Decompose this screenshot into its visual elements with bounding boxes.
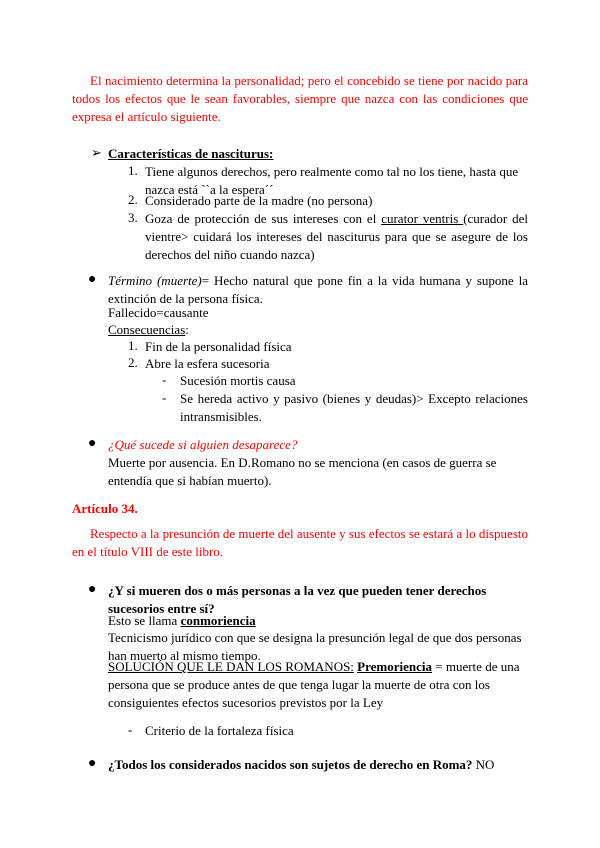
conmoriencia-question: ¿Y si mueren dos o más personas a la vez que pueden tener derechos sucesorios entre sí? bbox=[108, 583, 487, 616]
desaparece-question: ¿Qué sucede si alguien desaparece? bbox=[108, 437, 298, 452]
consecuencia-item-1: Fin de la personalidad física bbox=[145, 339, 292, 354]
dash-marker: - bbox=[162, 390, 167, 405]
list-number: 3. bbox=[128, 210, 138, 225]
dash-marker: - bbox=[162, 372, 167, 387]
bullet-icon: ● bbox=[88, 756, 97, 771]
list-number: 2. bbox=[128, 355, 138, 370]
consecuencia-item-2: Abre la esfera sucesoria bbox=[145, 356, 270, 371]
premoriencia-term: Premoriencia bbox=[357, 659, 433, 674]
consecuencias-term: Consecuencias bbox=[108, 322, 186, 337]
bullet-icon: ● bbox=[88, 272, 97, 287]
item-3-pre: Goza de protección de sus intereses con el bbox=[145, 211, 382, 226]
dash-marker: - bbox=[128, 722, 133, 737]
sucesion-item: Sucesión mortis causa bbox=[180, 373, 296, 388]
list-number: 1. bbox=[128, 163, 138, 178]
desaparece-answer: Muerte por ausencia. En D.Romano no se menciona (en casos de guerra se entendía que si habían muerto). bbox=[108, 455, 497, 488]
list-number: 2. bbox=[128, 192, 138, 207]
conmoriencia-definition: Tecnicismo jurídico con que se designa la presunción legal de que dos personas han muerto al mismo tiempo. bbox=[108, 630, 522, 663]
bullet-icon: ● bbox=[88, 582, 97, 597]
conmoriencia-term: conmoriencia bbox=[180, 613, 256, 628]
solucion-romanos bbox=[108, 658, 528, 712]
nasciturus-item-1: Tiene algunos derechos, pero realmente como tal no los tiene, hasta que nazca está ``a la espera´´ bbox=[145, 164, 519, 197]
termino-definition bbox=[108, 272, 528, 308]
consecuencias-colon: : bbox=[185, 322, 189, 337]
hereda-item: Se hereda activo y pasivo (bienes y deudas)> Excepto relaciones intransmisibles. bbox=[180, 391, 528, 424]
item-3-post: (curador del vientre> cuidará los intereses del nasciturus para que se asegure de los derechos del niño cuando nazca) bbox=[145, 211, 528, 262]
arrow-bullet-icon: ➢ bbox=[91, 145, 102, 160]
intro-paragraph: El nacimiento determina la personalidad; pero el concebido se tiene por nacido para todos los efectos que le sean favorables, siempre que nazca con las condiciones que expresa el artículo siguiente. bbox=[72, 73, 528, 124]
fallecido-line: Fallecido=causante bbox=[108, 305, 209, 320]
criterio-item: Criterio de la fortaleza física bbox=[145, 723, 294, 738]
llama-pre: Esto se llama bbox=[108, 613, 181, 628]
nasciturus-item-2: Considerado parte de la madre (no persona) bbox=[145, 193, 373, 208]
nacidos-question: ¿Todos los considerados nacidos son sujetos de derecho en Roma? bbox=[108, 757, 473, 772]
articulo-title: Artículo 34. bbox=[72, 501, 138, 516]
termino-term: Término (muerte) bbox=[108, 273, 202, 288]
termino-text: = Hecho natural que pone fin a la vida humana y supone la extinción de la persona física. bbox=[108, 273, 528, 306]
curator-ventris-term: curator ventris bbox=[381, 211, 464, 226]
nasciturus-item-3 bbox=[145, 210, 528, 264]
premoriencia-definition: = muerte de una persona que se produce antes de que tenga lugar la muerte de otra con los consiguientes efectos sucesorios previstos por la Ley bbox=[108, 659, 520, 710]
nacidos-line bbox=[108, 756, 494, 774]
list-number: 1. bbox=[128, 338, 138, 353]
bullet-icon: ● bbox=[88, 436, 97, 451]
articulo-text: Respecto a la presunción de muerte del ausente y sus efectos se estará a lo dispuesto en el título VIII de este libro. bbox=[72, 526, 528, 559]
solucion-label: SOLUCIÓN QUE LE DAN LOS ROMANOS: bbox=[108, 659, 354, 674]
nasciturus-heading: Características de nasciturus: bbox=[108, 146, 274, 161]
consecuencias-label bbox=[108, 321, 189, 339]
nacidos-answer: NO bbox=[472, 757, 495, 772]
conmoriencia-intro bbox=[108, 612, 256, 630]
